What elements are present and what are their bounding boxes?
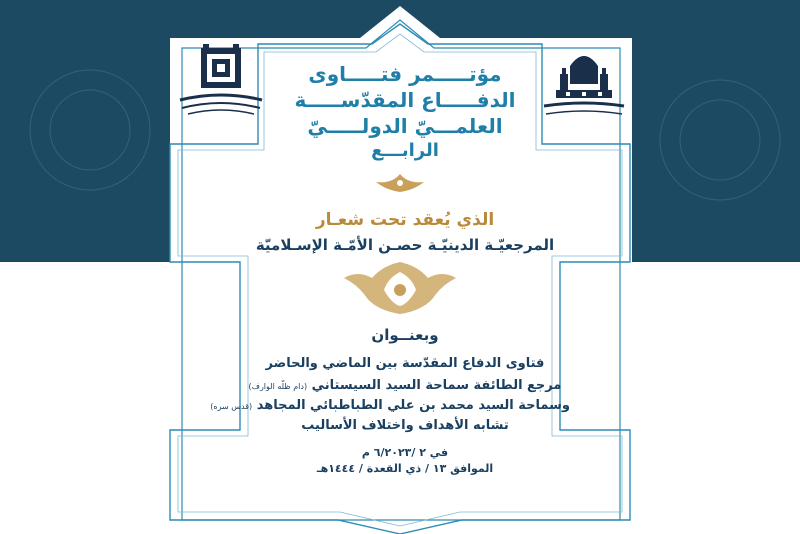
slogan-intro: الذي يُعقد تحت شعـار xyxy=(315,210,495,230)
subject-line-3-main: وسماحة السيد محمد بن علي الطباطبائي المجاهد xyxy=(256,398,570,413)
small-gold-ornament xyxy=(372,172,428,194)
title-line-1: مؤتـــــمر فتـــــاوى xyxy=(308,62,502,86)
large-gold-ornament xyxy=(342,260,458,316)
subject-line-3 xyxy=(210,398,570,413)
date-hijri: الموافق ١٣ / ذي القعدة / ١٤٤٤هـ xyxy=(316,462,494,475)
subject-line-3-note: (قدس سره) xyxy=(210,402,253,411)
subject-line-1: فتاوى الدفاع المقدّسة بين الماضي والحاضر xyxy=(265,356,545,371)
title-line-2: الدفـــــاع المقدّســـــة xyxy=(294,88,516,112)
subject-line-4: تشابه الأهداف واختلاف الأساليب xyxy=(301,418,509,433)
subject-line-2-main: مرجع الطائفة سماحة السيد السيستاني xyxy=(311,378,562,393)
subject-line-2 xyxy=(240,378,570,393)
slogan-text: المرجعيّـة الدينيّـة حصـن الأمّـة الإسـلاميّة xyxy=(255,236,555,254)
subject-line-2-note: (دام ظلّه الوارف) xyxy=(248,382,308,391)
title-line-3: العلمـــيّ الدولـــــيّ xyxy=(307,114,503,138)
title-intro: وبعنــوان xyxy=(371,326,439,344)
date-gregorian: في ٢ /٦/٢٠٢٣ م xyxy=(361,446,449,459)
title-line-4: الرابـــع xyxy=(371,140,439,161)
